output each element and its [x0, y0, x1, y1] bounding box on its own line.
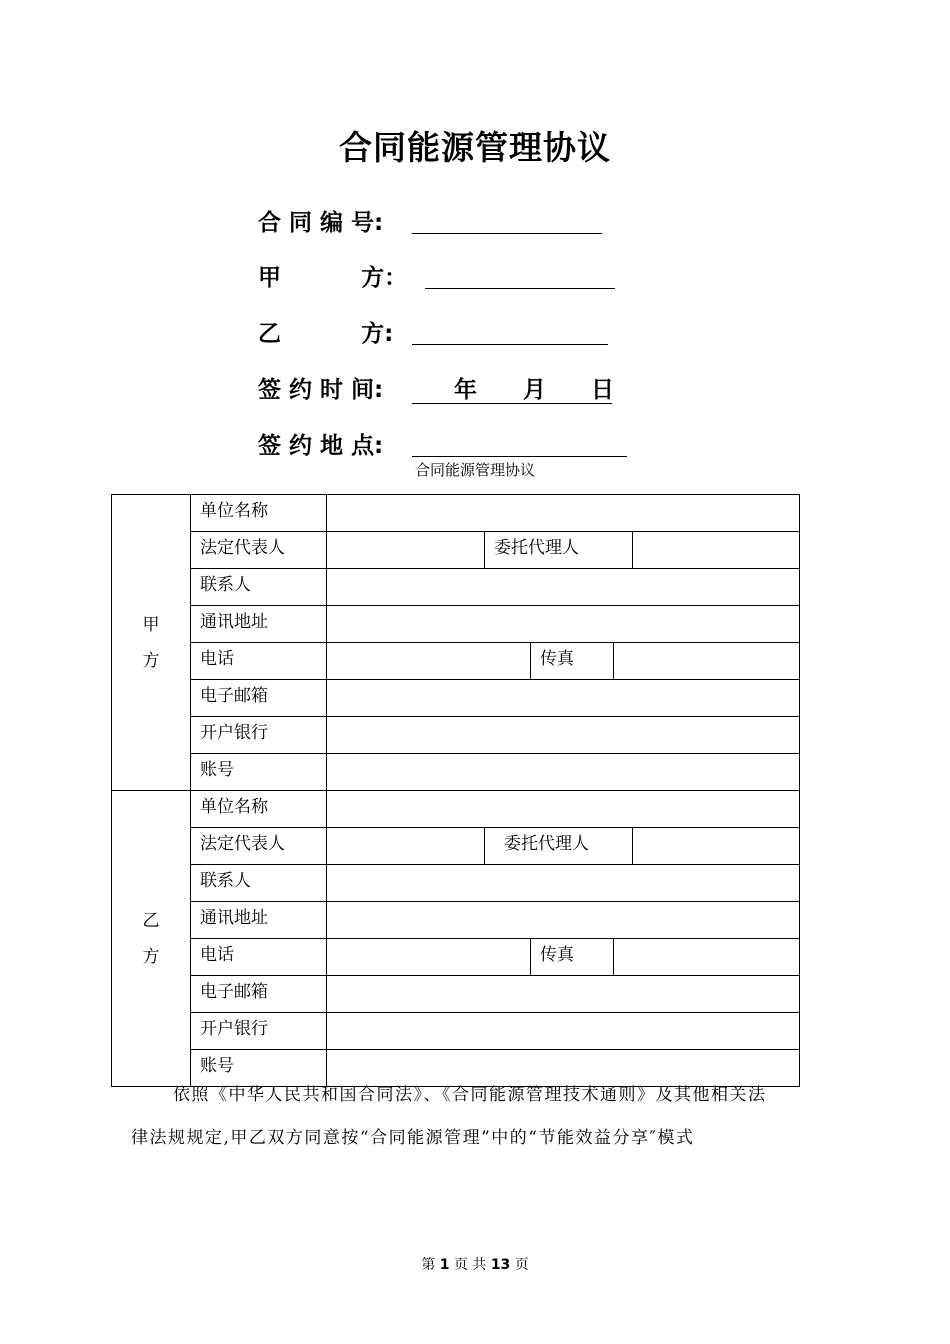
party-a-address-input[interactable]: [327, 606, 800, 643]
party-a-email-input[interactable]: [327, 680, 800, 717]
party-info-table: [111, 494, 800, 1087]
party-a-unit-name-label: 单位名称: [191, 495, 327, 532]
footer-prefix: 第: [421, 1257, 436, 1273]
party-a-bank-label: 开户银行: [191, 717, 327, 754]
party-b-field: [258, 315, 618, 355]
party-b-account-label: 账号: [191, 1050, 327, 1087]
intro-paragraph-line1: 依照《中华人民共和国合同法》、《合同能源管理技术通则》及其他相关法: [173, 1085, 767, 1105]
sign-time-label: 签 约 时 间:: [258, 377, 384, 403]
party-b-cell: [112, 791, 191, 1087]
footer-total-pages: 13: [490, 1257, 511, 1273]
party-a-cell: [112, 495, 191, 791]
party-a-phone-input[interactable]: [327, 643, 531, 680]
party-b-bank-label: 开户银行: [191, 1013, 327, 1050]
party-a-heading: 甲方: [142, 614, 160, 671]
party-a-contact-input[interactable]: [327, 569, 800, 606]
party-b-phone-input[interactable]: [327, 939, 531, 976]
party-b-label: 乙 方:: [258, 321, 394, 347]
date-day: 日: [591, 377, 614, 403]
footer-page-number: 1: [439, 1257, 450, 1273]
party-a-email-label: 电子邮箱: [191, 680, 327, 717]
party-a-fax-input[interactable]: [614, 643, 800, 680]
document-title: 合同能源管理协议: [339, 128, 611, 167]
party-b-agent-input[interactable]: [633, 828, 800, 865]
party-a-account-input[interactable]: [327, 754, 800, 791]
date-month: 月: [523, 377, 546, 403]
party-a-bank-input[interactable]: [327, 717, 800, 754]
page-footer: [0, 1254, 950, 1274]
party-a-agent-label: 委托代理人: [485, 532, 633, 569]
party-b-blank[interactable]: [412, 344, 608, 345]
party-b-unit-name-label: 单位名称: [191, 791, 327, 828]
party-a-account-label: 账号: [191, 754, 327, 791]
party-a-agent-input[interactable]: [633, 532, 800, 569]
contract-number-field: [258, 204, 618, 244]
party-b-unit-name-input[interactable]: [327, 791, 800, 828]
sign-place-label: 签 约 地 点:: [258, 433, 384, 459]
table-caption: 合同能源管理协议: [414, 461, 535, 479]
contract-number-label: 合 同 编 号:: [258, 210, 384, 236]
party-b-bank-input[interactable]: [327, 1013, 800, 1050]
date-year: 年: [454, 377, 477, 403]
footer-middle: 页 共: [453, 1257, 487, 1273]
party-b-phone-label: 电话: [191, 939, 327, 976]
party-a-unit-name-input[interactable]: [327, 495, 800, 532]
party-b-agent-label: 委托代理人: [485, 828, 633, 865]
party-b-address-label: 通讯地址: [191, 902, 327, 939]
party-b-fax-input[interactable]: [614, 939, 800, 976]
party-a-field: [258, 259, 638, 299]
party-b-fax-label: 传真: [531, 939, 614, 976]
party-b-contact-label: 联系人: [191, 865, 327, 902]
contract-number-blank[interactable]: [412, 233, 602, 234]
party-b-legal-rep-label: 法定代表人: [191, 828, 327, 865]
sign-date-blank[interactable]: [412, 371, 612, 404]
party-a-blank[interactable]: [425, 288, 615, 289]
party-a-contact-label: 联系人: [191, 569, 327, 606]
party-b-email-input[interactable]: [327, 976, 800, 1013]
party-a-legal-rep-input[interactable]: [327, 532, 485, 569]
sign-time-field: [258, 371, 638, 411]
intro-paragraph-line2: 律法规规定,甲乙双方同意按“合同能源管理”中的“节能效益分享″模式: [131, 1128, 695, 1148]
party-a-label: 甲 方：: [258, 265, 408, 291]
party-b-email-label: 电子邮箱: [191, 976, 327, 1013]
party-b-heading: 乙方: [142, 910, 160, 967]
party-b-legal-rep-input[interactable]: [327, 828, 485, 865]
party-a-phone-label: 电话: [191, 643, 327, 680]
party-a-fax-label: 传真: [531, 643, 614, 680]
sign-place-blank[interactable]: [412, 456, 627, 457]
party-b-contact-input[interactable]: [327, 865, 800, 902]
party-a-legal-rep-label: 法定代表人: [191, 532, 327, 569]
party-b-address-input[interactable]: [327, 902, 800, 939]
footer-suffix: 页: [514, 1257, 529, 1273]
party-a-address-label: 通讯地址: [191, 606, 327, 643]
